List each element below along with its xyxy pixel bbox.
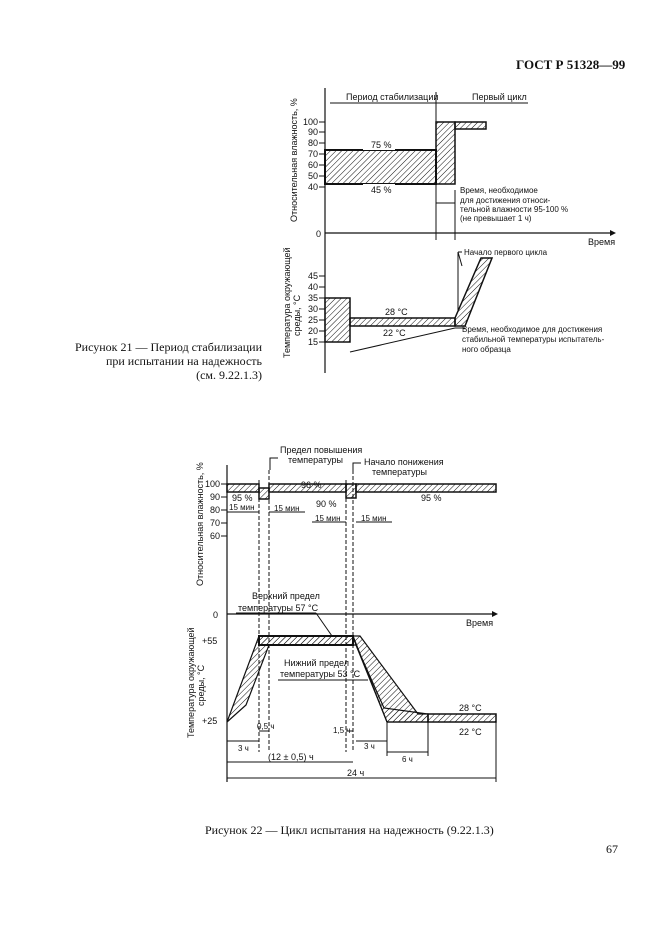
fig21-temp-22: 22 °С [383, 328, 406, 338]
fig22-t55: +55 [202, 636, 218, 646]
fig21-temp-note-1: Время, необходимое для достижения [462, 325, 603, 334]
fig21-humidity-band [325, 150, 436, 184]
fig22-h90: 90 % [316, 499, 337, 509]
fig22-time-label: Время [466, 618, 494, 628]
fig22-lower-limit-2: температуры 53 °С [280, 669, 361, 679]
fig21-ttick-40: 40 [308, 282, 319, 292]
fig22-h95-left: 95 % [232, 493, 253, 503]
fig22-h96: 96 % [301, 480, 322, 490]
fig21-tick-100: 100 [303, 117, 319, 127]
fig21-tick-80: 80 [308, 138, 319, 148]
fig21-humidity-75: 75 % [371, 140, 392, 150]
fig22-rise-limit-2: температуры [288, 455, 344, 465]
fig21-tick-60: 60 [308, 160, 319, 170]
fig21-tick-90: 90 [308, 127, 319, 137]
fig22-dim-6h: 6 ч [402, 755, 413, 764]
fig22-dim-24h: 24 ч [347, 768, 365, 778]
fig21-ttick-15: 15 [308, 337, 319, 347]
figure-22 [186, 445, 498, 782]
fig21-first-cycle-start: Начало первого цикла [464, 248, 548, 257]
fig22-lower-limit-1: Нижний предел [284, 658, 349, 668]
fig22-rise-limit-1: Предел повышения [280, 445, 363, 455]
fig22-humidity-band-95-left [227, 484, 259, 492]
fig22-tick-100: 100 [205, 479, 221, 489]
fig21-humidity-first-cycle [455, 122, 486, 129]
fig21-humidity-note-1: Время, необходимое [460, 186, 538, 195]
fig21-ttick-45: 45 [308, 271, 319, 281]
fig22-upper-limit-2: температуры 57 °С [238, 603, 319, 613]
fig22-tick-90: 90 [210, 492, 221, 502]
fig22-humidity-ticks [205, 479, 227, 541]
fig21-time-label: Время [588, 237, 616, 247]
page-number: 67 [606, 842, 618, 856]
fig22-tick-60: 60 [210, 531, 221, 541]
fig21-tick-50: 50 [308, 171, 319, 181]
fig21-temp-axis-label-1: Температура окружающей [282, 247, 292, 358]
fig22-humidity-axis-label: Относительная влажность, % [195, 462, 205, 586]
fig21-temp-rise [455, 258, 492, 326]
fig22-15min-4: 15 мин [361, 514, 387, 523]
fig22-upper-limit-1: Верхний предел [252, 591, 320, 601]
fig21-tick-40: 40 [308, 182, 319, 192]
fig21-humidity-axis-label: Относительная влажность, % [289, 98, 299, 222]
fig22-dim-15h: 1,5 ч [333, 726, 351, 735]
fig21-temp-ticks [308, 271, 325, 347]
fig22-15min-3: 15 мин [315, 514, 341, 523]
figure-22-caption: Рисунок 22 — Цикл испытания на надежность (9.22.1.3) [205, 823, 494, 837]
fig22-humidity-step-2 [346, 484, 356, 498]
fig22-dim-3h-left: 3 ч [238, 744, 249, 753]
fig22-humidity-band-95-right [356, 484, 496, 492]
fig21-humidity-note-3: тельной влажности 95-100 % [460, 205, 569, 214]
fig22-temp-axis-label-1: Температура окружающей [186, 627, 196, 738]
fig22-t25: +25 [202, 716, 218, 726]
figure-21-caption-line-1: Рисунок 21 — Период стабилизации [74, 340, 262, 354]
fig22-15min-markers [227, 503, 392, 523]
fig22-zero: 0 [213, 610, 219, 620]
fig21-temp-axis-label-2: среды, °С [292, 294, 302, 336]
fig21-temp-initial [325, 298, 350, 342]
fig22-15min-2: 15 мин [274, 504, 300, 513]
fig21-tick-70: 70 [308, 149, 319, 159]
first-cycle-label: Первый цикл [472, 92, 527, 102]
fig21-ttick-35: 35 [308, 293, 319, 303]
fig22-dim-05h: 0,5 ч [257, 722, 275, 731]
period-stabilization-label: Период стабилизации [346, 92, 439, 102]
figure-21 [282, 88, 616, 373]
fig21-temp-note-3: ного образца [462, 345, 511, 354]
fig22-humidity-step-1 [259, 488, 269, 499]
fig22-h95-right: 95 % [421, 493, 442, 503]
fig22-temp-fall [353, 636, 428, 722]
fig22-tick-70: 70 [210, 518, 221, 528]
fig22-dim-3h-right: 3 ч [364, 742, 375, 751]
document-header: ГОСТ Р 51328—99 [516, 57, 626, 72]
fig21-ttick-30: 30 [308, 304, 319, 314]
fig22-dimension-lines [227, 722, 496, 782]
fig21-humidity-note-4: (не превышает 1 ч) [460, 214, 532, 223]
figure-21-caption [62, 340, 262, 382]
fig21-temp-28: 28 °С [385, 307, 408, 317]
figure-21-caption-line-2: при испытании на надежность [105, 354, 262, 368]
fig22-fall-start-2: температуры [372, 467, 428, 477]
fig22-tick-80: 80 [210, 505, 221, 515]
fig22-temp-stable-band [428, 714, 496, 722]
fig22-t28: 28 °С [459, 703, 482, 713]
fig21-zero: 0 [316, 229, 322, 239]
fig22-15min-1: 15 мин [229, 503, 255, 512]
fig21-humidity-note-2: для достижения относи- [460, 196, 551, 205]
figure-21-caption-line-3: (см. 9.22.1.3) [196, 368, 262, 382]
fig21-humidity-45: 45 % [371, 185, 392, 195]
fig22-fall-start-1: Начало понижения [364, 457, 444, 467]
fig22-temp-high-band [259, 636, 353, 645]
fig22-dim-12h: (12 ± 0,5) ч [268, 752, 314, 762]
fig21-ttick-25: 25 [308, 315, 319, 325]
fig21-humidity-ticks [303, 117, 325, 192]
fig21-temp-note-2: стабильной температуры испытатель- [462, 335, 605, 344]
fig21-temp-band [350, 318, 455, 326]
fig21-humidity-rise [436, 122, 455, 184]
fig22-t22: 22 °С [459, 727, 482, 737]
fig21-ttick-20: 20 [308, 326, 319, 336]
fig22-temp-axis-label-2: среды, °С [196, 664, 206, 706]
